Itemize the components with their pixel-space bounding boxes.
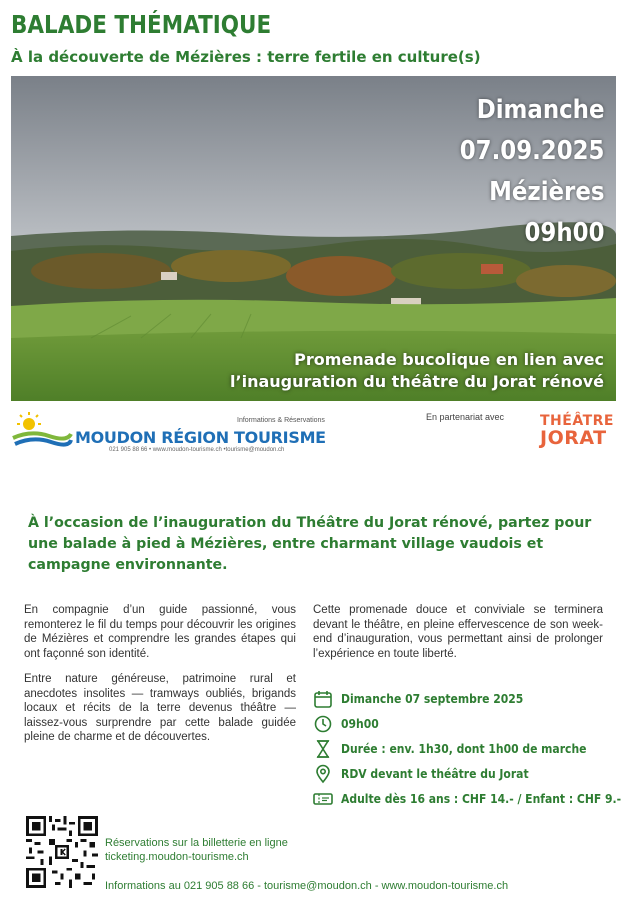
event-place: Mézières <box>488 177 604 207</box>
location-pin-icon <box>313 764 333 784</box>
detail-meeting-text: RDV devant le théâtre du Jorat <box>341 766 529 781</box>
qr-code[interactable] <box>26 816 98 888</box>
clock-icon <box>313 714 333 734</box>
event-time: 09h00 <box>524 218 604 248</box>
detail-price-text: Adulte dès 16 ans : CHF 14.- / Enfant : CHF 9.- <box>341 791 622 806</box>
detail-duration-text: Durée : env. 1h30, dont 1h00 de marche <box>341 741 587 756</box>
lead-paragraph: À l’occasion de l’inauguration du Théâtre du Jorat rénové, partez pour une balade à pied à Mézières, entre charmant village vaudois et campagne environnante. <box>28 515 592 573</box>
calendar-icon <box>313 689 333 709</box>
hero-caption <box>230 349 604 393</box>
detail-price <box>313 786 622 811</box>
detail-duration <box>313 736 613 761</box>
body-paragraph: Cette promenade douce et conviviale se terminera devant le théâtre, en pleine effervescence de son week-end d’inauguration, vous permettant ainsi de prolonger l’expérience en toute liberté. <box>313 604 603 660</box>
mrt-emblem-icon <box>11 410 73 456</box>
body-left-column <box>24 603 296 756</box>
moudon-region-tourisme-logo <box>11 408 336 458</box>
body-paragraph: En compagnie d’un guide passionné, vous remonterez le fil du temps pour découvrir les origines de Mézières et comprendre les grandes étapes qui ont façonné son identité. <box>24 604 296 660</box>
ticket-icon <box>313 789 333 809</box>
event-summary <box>459 90 604 254</box>
partner-label: En partenariat avec <box>426 412 505 422</box>
mrt-info: Informations & Réservations <box>237 417 325 424</box>
theatre-jorat-logo <box>540 413 614 447</box>
body-right-column <box>313 603 603 672</box>
theatre-logo-line2: JORAT <box>540 427 607 449</box>
hourglass-icon <box>313 739 333 759</box>
ticketing-link[interactable]: ticketing.moudon-tourisme.ch <box>105 851 249 863</box>
mrt-name: MOUDON RÉGION TOURISME <box>75 428 326 447</box>
body-paragraph: Entre nature généreuse, patrimoine rural et anecdotes insolites — tramways oubliés, brigands locaux et récits de la terre devenus théâtre — laissez-vous surprendre par cette balade guidée pleine de charme et de découvertes. <box>24 673 296 743</box>
hero-caption-line2: l’inauguration du théâtre du Jorat rénové <box>230 372 604 391</box>
hero-photo <box>11 76 616 401</box>
detail-time-text: 09h00 <box>341 716 379 731</box>
page-subtitle: À la découverte de Mézières : terre fertile en culture(s) <box>11 48 481 66</box>
event-date: 07.09.2025 <box>459 136 604 166</box>
detail-time <box>313 711 613 736</box>
event-details <box>313 686 622 811</box>
mrt-contact: 021 905 88 66 • www.moudon-tourisme.ch •tourisme@moudon.ch <box>109 447 285 453</box>
page-title: BALADE THÉMATIQUE <box>11 10 272 39</box>
detail-date-text: Dimanche 07 septembre 2025 <box>341 691 524 706</box>
detail-meeting <box>313 761 613 786</box>
footer-reservations: Réservations sur la billetterie en ligne <box>105 837 288 849</box>
footer-info: Informations au 021 905 88 66 - tourisme@moudon.ch - www.moudon-tourisme.ch <box>105 880 509 892</box>
hero-caption-line1: Promenade bucolique en lien avec <box>294 350 604 369</box>
detail-date <box>313 686 613 711</box>
theatre-logo-line1: THÉÂTRE <box>540 413 614 429</box>
event-day: Dimanche <box>476 95 604 125</box>
